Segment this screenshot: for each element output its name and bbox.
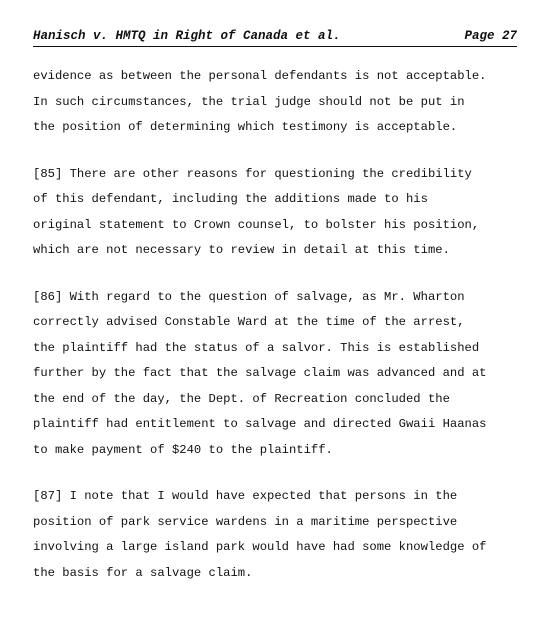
case-title: Hanisch v. HMTQ in Right of Canada et al. <box>33 29 341 43</box>
text-line: the basis for a salvage claim. <box>33 565 253 580</box>
paragraph-84-continuation <box>33 64 517 141</box>
paragraph-86 <box>33 285 517 464</box>
text-line: [86] With regard to the question of salvage, as Mr. Wharton <box>33 289 465 304</box>
text-line: involving a large island park would have had some knowledge of <box>33 540 487 554</box>
paragraph-87 <box>33 484 517 586</box>
text-line: to make payment of $240 to the plaintiff. <box>33 442 333 457</box>
text-line: [87] I note that I would have expected that persons in the <box>33 489 458 503</box>
running-header <box>33 28 517 47</box>
text-line: which are not necessary to review in detail at this time. <box>33 243 450 257</box>
page-number: Page 27 <box>464 29 517 43</box>
text-line: the position of determining which testimony is acceptable. <box>33 120 458 134</box>
text-line: position of park service wardens in a maritime perspective <box>33 514 458 529</box>
document-page <box>33 28 517 607</box>
paragraph-85 <box>33 162 517 264</box>
text-line: the plaintiff had the status of a salvor. This is established <box>33 340 480 355</box>
text-line: [85] There are other reasons for questioning the credibility <box>33 166 472 181</box>
text-line: the end of the day, the Dept. of Recreation concluded the <box>33 391 450 406</box>
text-line: further by the fact that the salvage claim was advanced and at <box>33 366 487 380</box>
text-line: correctly advised Constable Ward at the time of the arrest, <box>33 315 465 329</box>
text-line: In such circumstances, the trial judge should not be put in <box>33 94 465 109</box>
text-line: original statement to Crown counsel, to bolster his position, <box>33 217 480 232</box>
text-line: of this defendant, including the additions made to his <box>33 192 428 206</box>
text-line: plaintiff had entitlement to salvage and directed Gwaii Haanas <box>33 417 487 431</box>
text-line: evidence as between the personal defendants is not acceptable. <box>33 69 487 83</box>
